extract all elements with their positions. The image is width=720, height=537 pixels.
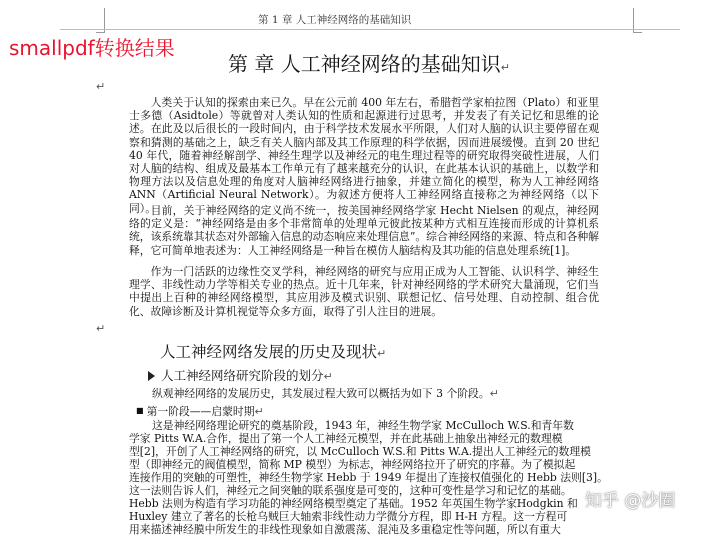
- stage-line: 这是神经网络理论研究的奠基阶段，1943 年，神经生物学家 McCulloch W.S.和青年数: [152, 419, 574, 432]
- paragraph-text: 作为一门活跃的边缘性交叉学科，神经网络的研究与应用正成为人工智能、认识科学、神经生理学、非线性动力学等相关专业的热点。近十几年来，针对神经网络的学术研究大量涌现，它们当中提出上百种的神经网络模型，其应用涉及模式识别、联想记忆、信号处理、自动控制、组合优化、故障诊断及计算机视觉等众多方面，取得了引人注目的进展。: [129, 265, 599, 318]
- empty-paragraph-mark-icon: ↵: [96, 80, 106, 93]
- stage-line: 连接作用的突触的可塑性，神经生物学家 Hebb 于 1949 年提出了连接权值强化的 Hebb 法则[3]。: [129, 471, 608, 484]
- stage-line: 这一法则告诉人们，神经元之间突触的联系强度是可变的，这种可变性是学习和记忆的基础。: [129, 484, 572, 497]
- chapter-title-text: 第 章 人工神经网络的基础知识: [228, 52, 501, 76]
- stage-line: Huxley 建立了著名的长枪乌贼巨大轴索非线性动力学微分方程，即 H-H 方程。这一方程可: [129, 510, 568, 523]
- section-title: [160, 340, 386, 362]
- section-title-text: 人工神经网络发展的历史及现状: [160, 343, 378, 361]
- stage-line: Hebb 法则为构造有学习功能的神经网络模型奠定了基础。1952 年英国生物学家Hodgkin 和: [129, 497, 578, 510]
- stage-line: 型（即神经元的阀值模型，简称 MP 模型）为标志，神经网络拉开了研究的序幕。为了模拟起: [129, 458, 576, 471]
- paragraph-mark-icon: ↵: [254, 405, 264, 418]
- paragraph-mark-icon: ↵: [323, 370, 333, 383]
- stage-line: 用来描述神经膜中所发生的非线性现象如自激震荡、混沌及多重稳定性等问题，所以有重大: [129, 523, 561, 536]
- empty-paragraph-mark-icon: ↵: [96, 322, 106, 335]
- intro-line: [152, 386, 499, 401]
- triangle-bullet-icon: [148, 371, 155, 381]
- square-bullet-icon: ■: [136, 406, 144, 415]
- stage-line: 学家 Pitts W.A.合作，提出了第一个人工神经元模型，并在此基础上抽象出神经元的数理模: [129, 432, 563, 445]
- stage-heading: [136, 404, 264, 419]
- body-paragraph-2: [129, 204, 599, 257]
- header-rule: [60, 29, 680, 30]
- paragraph-text: 人类关于认知的探索由来已久。早在公元前 400 年左右，希腊哲学家柏拉图（Plato）和亚里士多德（Asidtole）等就曾对人类认知的性质和起源进行过思考，并发表了有关记忆和思维的论述。在此及以后很长的一段时间内，由于科学技术发展水平所限，人们对人脑的认识主要停留在观察和猜测的基础之上，缺乏有关人脑内部及其工作原理的科学依据，因而进展缓慢。直到 20 世纪 40 年代，随着神经解剖学、神经生理学以及神经元的电生理过程等的研究取得突破性进展，人们对人脑的结构、组成及最基本工作单元有了越来越充分的认识，在此基本认识的基础上，以数学和物理方法以及信息处理的角度对人脑神经网络进行抽象，并建立简化的模型，称为人工神经网络 ANN（Artificial Neural Network）。为叙述方便将人工神经网络直接称之为神经网络（以下同）。: [129, 96, 599, 215]
- zhihu-watermark: 知乎 @沙圈: [585, 491, 676, 511]
- intro-text: 纵观神经网络的发展历史，其发展过程大致可以概括为如下 3 个阶段。: [152, 387, 490, 400]
- stage-heading-text: 第一阶段——启蒙时期: [146, 405, 255, 418]
- subsection-title: [148, 366, 333, 384]
- paragraph-mark-icon: ↵: [500, 61, 510, 74]
- subsection-title-text: 人工神经网络研究阶段的划分: [161, 368, 324, 383]
- paragraph-text: 目前，关于神经网络的定义尚不统一，按美国神经网络学家 Hecht Nielsen 的观点，神经网络的定义是：“神经网络是由多个非常简单的处理单元彼此按某种方式相互连接而形成的计算机系统，该系统靠其状态对外部输入信息的动态响应来处理信息”。综合神经网络的来源、特点和各种解释，它可简单地表述为：人工神经网络是一种旨在模仿人脑结构及其功能的信息处理系统[1]。: [129, 204, 599, 257]
- conversion-watermark: smallpdf转换结果: [9, 36, 175, 60]
- paragraph-mark-icon: ↵: [377, 347, 387, 360]
- running-header: 第 1 章 人工神经网络的基础知识: [258, 14, 412, 26]
- body-paragraph-3: [129, 265, 599, 318]
- chapter-title: [228, 48, 510, 77]
- stage-line: 型[2]，开创了人工神经网络的研究，以 McCulloch W.S.和 Pitts W.A.提出人工神经元的数理模: [129, 445, 591, 458]
- body-paragraph-1: [129, 96, 599, 215]
- paragraph-mark-icon: ↵: [489, 387, 499, 400]
